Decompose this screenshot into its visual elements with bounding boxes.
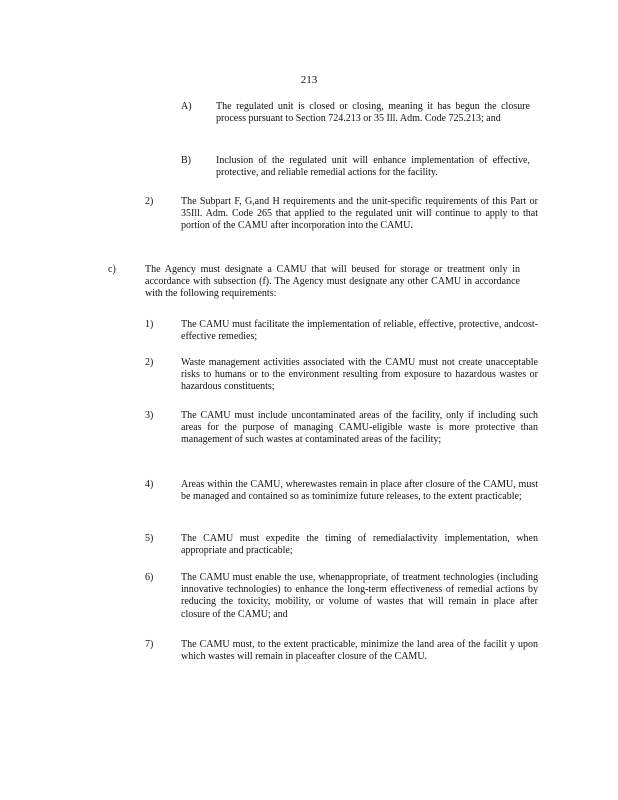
item-marker: A): [181, 101, 192, 112]
item-marker: 4): [145, 479, 154, 490]
item-text: The Agency must designate a CAMU that will beused for storage or treatment only in accordance with subsection (f). The Agency must designate any other CAMU in accordance with the following requirements:: [145, 264, 520, 300]
item-text: The CAMU must include uncontaminated areas of the facility, only if including such areas for the purpose of managing CAMU-eligible waste is more protective than management of such wastes at contaminated areas of the facility;: [181, 410, 538, 446]
item-text: The CAMU must expedite the timing of remedialactivity implementation, when appropriate and practicable;: [181, 533, 538, 557]
item-marker: 5): [145, 533, 154, 544]
item-text: The CAMU must facilitate the implementation of reliable, effective, protective, andcost-effective remedies;: [181, 319, 538, 343]
item-marker: 2): [145, 196, 154, 207]
item-text: Areas within the CAMU, wherewastes remain in place after closure of the CAMU, must be managed and contained so as tominimize future releases, to the extent practicable;: [181, 479, 538, 503]
item-marker: 3): [145, 410, 154, 421]
item-marker: 6): [145, 572, 154, 583]
item-text: The Subpart F, G,and H requirements and the unit-specific requirements of this Part or 35Ill. Adm. Code 265 that applied to the regulated unit will continue to apply to that portion of the CAMU after incorporation into the CAMU.: [181, 196, 538, 232]
item-marker: 7): [145, 639, 154, 650]
item-marker: 2): [145, 357, 154, 368]
item-marker: c): [108, 264, 116, 275]
item-marker: B): [181, 155, 191, 166]
item-text: The CAMU must enable the use, whenappropriate, of treatment technologies (including innovative technologies) to enhance the long-term effectiveness of remedial actions by reducing the toxicity, mobility, or volume of wastes that will remain in place after closure of the CAMU; and: [181, 572, 538, 620]
item-text: Waste management activities associated with the CAMU must not create unacceptable risks to humans or to the environment resulting from exposure to hazardous wastes or hazardous constituents;: [181, 357, 538, 393]
item-text: Inclusion of the regulated unit will enhance implementation of effective, protective, and reliable remedial actions for the facility.: [216, 155, 530, 179]
page-number: 213: [300, 74, 318, 86]
item-marker: 1): [145, 319, 154, 330]
item-text: The CAMU must, to the extent practicable, minimize the land area of the facilit y upon which wastes will remain in placeafter closure of the CAMU.: [181, 639, 538, 663]
item-text: The regulated unit is closed or closing, meaning it has begun the closure process pursuant to Section 724.213 or 35 Ill. Adm. Code 725.213; and: [216, 101, 530, 125]
